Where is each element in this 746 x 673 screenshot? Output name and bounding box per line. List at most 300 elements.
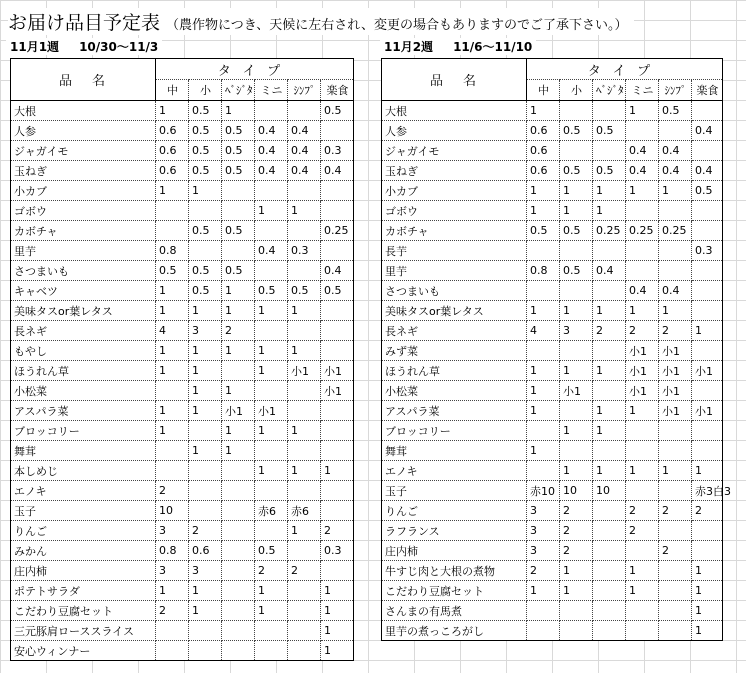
quantity-cell [222,621,255,641]
quantity-cell: 1 [527,381,560,401]
quantity-cell: 0.5 [189,281,222,301]
quantity-cell: 0.5 [560,121,593,141]
item-name: りんご [11,521,156,541]
item-name: 牛すじ肉と大根の煮物 [382,561,527,581]
item-name: ジャガイモ [382,141,527,161]
quantity-cell [321,501,354,521]
item-name: 大根 [11,101,156,121]
quantity-cell [593,441,626,461]
quantity-cell: 0.25 [321,221,354,241]
quantity-cell: 1 [222,341,255,361]
quantity-cell [692,221,723,241]
item-name: 美味タスor葉レタス [382,301,527,321]
quantity-cell: 3 [527,541,560,561]
quantity-cell [189,641,222,661]
quantity-cell [626,261,659,281]
quantity-cell [593,561,626,581]
quantity-cell: 1 [189,181,222,201]
quantity-cell [288,221,321,241]
quantity-cell: 1 [560,301,593,321]
quantity-cell: 2 [156,601,189,621]
quantity-cell: 1 [255,341,288,361]
quantity-cell: 1 [527,441,560,461]
quantity-cell: 10 [560,481,593,501]
table-row [382,321,723,341]
quantity-cell: 2 [626,521,659,541]
table-row [11,381,354,401]
quantity-cell [255,481,288,501]
quantity-cell: 1 [222,381,255,401]
quantity-cell: 0.5 [222,121,255,141]
item-name: 本しめじ [11,461,156,481]
week2-name: 11月2週 [384,40,434,54]
quantity-cell [593,581,626,601]
quantity-cell: 1 [527,581,560,601]
item-name: 美味タスor葉レタス [11,301,156,321]
quantity-cell [222,181,255,201]
quantity-cell: 1 [560,581,593,601]
column-header-3: ミニ [626,80,659,101]
quantity-cell [659,441,692,461]
quantity-cell [560,441,593,461]
quantity-cell: 4 [527,321,560,341]
quantity-cell: 1 [189,381,222,401]
quantity-cell: 2 [222,321,255,341]
quantity-cell [156,621,189,641]
quantity-cell [156,381,189,401]
quantity-cell [255,321,288,341]
quantity-cell: 0.4 [288,121,321,141]
quantity-cell: 1 [659,301,692,321]
quantity-cell: 1 [527,301,560,321]
item-name: りんご [382,501,527,521]
table-row [11,501,354,521]
quantity-cell: 1 [593,401,626,421]
quantity-cell: 0.4 [626,281,659,301]
table-row [11,621,354,641]
quantity-cell: 0.3 [692,241,723,261]
quantity-cell [692,381,723,401]
item-name: アスパラ菜 [11,401,156,421]
column-header-type: タイプ [156,59,354,80]
quantity-cell [255,521,288,541]
quantity-cell: 1 [156,181,189,201]
quantity-cell: 2 [189,521,222,541]
quantity-cell: 0.3 [321,141,354,161]
quantity-cell [189,621,222,641]
item-name: もやし [11,341,156,361]
quantity-cell: 0.4 [692,161,723,181]
item-name: ゴボウ [11,201,156,221]
quantity-cell [659,481,692,501]
quantity-cell: 0.4 [255,121,288,141]
quantity-cell: 1 [156,341,189,361]
quantity-cell [593,141,626,161]
table-row [11,541,354,561]
quantity-cell: 0.5 [560,221,593,241]
quantity-cell: 0.5 [593,161,626,181]
quantity-cell: 1 [626,301,659,321]
quantity-cell: 1 [321,601,354,621]
quantity-cell: 0.4 [255,161,288,181]
item-name: ほうれん草 [11,361,156,381]
table-row [382,421,723,441]
quantity-cell: 1 [189,341,222,361]
quantity-cell: 1 [255,201,288,221]
quantity-cell: 0.5 [560,261,593,281]
quantity-cell: 0.4 [321,161,354,181]
quantity-cell: 小1 [659,381,692,401]
quantity-cell: 3 [156,561,189,581]
quantity-cell [593,621,626,641]
quantity-cell: 1 [593,201,626,221]
column-header-5: 楽食 [692,80,723,101]
quantity-cell: 0.8 [156,541,189,561]
quantity-cell: 1 [255,361,288,381]
table-row [382,301,723,321]
quantity-cell: 2 [659,321,692,341]
quantity-cell [593,501,626,521]
table-row [382,381,723,401]
item-name: カボチャ [11,221,156,241]
column-header-name: 品名 [382,59,527,101]
table-row [11,141,354,161]
quantity-cell: 小1 [560,381,593,401]
quantity-cell: 0.4 [288,141,321,161]
week2-label [380,38,536,55]
table-row [11,461,354,481]
column-header-3: ミニ [255,80,288,101]
quantity-cell [222,521,255,541]
item-name: 人参 [11,121,156,141]
quantity-cell: 1 [626,461,659,481]
quantity-cell: 0.4 [321,261,354,281]
quantity-cell: 0.5 [189,101,222,121]
table-row [382,621,723,641]
table-row [11,261,354,281]
quantity-cell [593,101,626,121]
quantity-cell [659,621,692,641]
quantity-cell: 1 [692,561,723,581]
table-row [11,601,354,621]
quantity-cell: 2 [560,541,593,561]
table-row [382,461,723,481]
quantity-cell [288,601,321,621]
item-name: カボチャ [382,221,527,241]
quantity-cell [321,421,354,441]
quantity-cell [288,181,321,201]
quantity-cell: 1 [560,201,593,221]
item-name: みかん [11,541,156,561]
quantity-cell: 1 [527,101,560,121]
quantity-cell [659,421,692,441]
table-row [382,521,723,541]
item-name: こだわり豆腐セット [382,581,527,601]
quantity-cell [527,421,560,441]
title-row [8,8,634,35]
item-name: 小カブ [11,181,156,201]
quantity-cell [288,261,321,281]
table-row [11,341,354,361]
item-name: 大根 [382,101,527,121]
quantity-cell: 1 [626,101,659,121]
quantity-cell [189,241,222,261]
quantity-cell: 0.6 [189,541,222,561]
quantity-cell [692,141,723,161]
quantity-cell [321,321,354,341]
quantity-cell: 1 [560,461,593,481]
quantity-cell [560,601,593,621]
quantity-cell: 小1 [321,361,354,381]
item-name: さつまいも [382,281,527,301]
item-name: 庄内柿 [382,541,527,561]
table-row [382,141,723,161]
quantity-cell: 3 [527,501,560,521]
quantity-cell [255,641,288,661]
table-row [11,101,354,121]
quantity-cell [692,201,723,221]
week2-table [381,58,731,641]
quantity-cell: 0.6 [156,161,189,181]
quantity-cell: 0.5 [321,281,354,301]
quantity-cell: 0.25 [626,221,659,241]
quantity-cell [527,461,560,481]
quantity-cell [560,281,593,301]
quantity-cell: 0.5 [692,181,723,201]
quantity-cell: 0.5 [560,161,593,181]
header-row-type [382,59,723,80]
quantity-cell: 0.5 [189,141,222,161]
quantity-cell: 0.5 [593,121,626,141]
quantity-cell [626,621,659,641]
quantity-cell [692,281,723,301]
quantity-cell [156,641,189,661]
quantity-cell: 1 [527,201,560,221]
quantity-cell: 0.4 [626,161,659,181]
quantity-cell [222,641,255,661]
quantity-cell: 1 [626,181,659,201]
quantity-cell: 0.6 [527,141,560,161]
quantity-cell: 小1 [626,381,659,401]
item-name: キャベツ [11,281,156,301]
item-name: こだわり豆腐セット [11,601,156,621]
quantity-cell: 2 [593,321,626,341]
item-name: 舞茸 [382,441,527,461]
item-name: 舞茸 [11,441,156,461]
quantity-cell: 1 [593,181,626,201]
quantity-cell: 1 [593,461,626,481]
quantity-cell [255,261,288,281]
quantity-cell [560,401,593,421]
item-name: 里芋 [11,241,156,261]
quantity-cell [288,321,321,341]
quantity-cell [659,521,692,541]
column-header-4: ｼﾝﾌﾟ [659,80,692,101]
quantity-cell [560,621,593,641]
item-name: 小松菜 [382,381,527,401]
week1-name: 11月1週 [10,40,60,54]
item-name: ポテトサラダ [11,581,156,601]
table-row [382,401,723,421]
quantity-cell: 0.3 [288,241,321,261]
quantity-cell: 1 [288,201,321,221]
quantity-cell [156,441,189,461]
quantity-cell: 赤6 [288,501,321,521]
quantity-cell: 0.5 [222,161,255,181]
week1-label [6,38,162,55]
quantity-cell [527,601,560,621]
quantity-cell: 小1 [255,401,288,421]
quantity-cell [692,341,723,361]
quantity-cell: 1 [222,421,255,441]
quantity-cell [156,221,189,241]
quantity-cell: 2 [626,501,659,521]
disclaimer-note: （農作物につき、天候に左右され、変更の場合もありますのでご了承下さい。） [166,18,628,33]
quantity-cell [288,441,321,461]
quantity-cell [593,601,626,621]
table-row [11,561,354,581]
quantity-cell: 0.5 [222,261,255,281]
quantity-cell: 0.5 [156,261,189,281]
quantity-cell: 0.3 [321,541,354,561]
quantity-cell: 0.6 [156,141,189,161]
table-row [11,121,354,141]
quantity-cell [321,481,354,501]
quantity-cell [626,121,659,141]
item-name: 小カブ [382,181,527,201]
quantity-cell [659,121,692,141]
item-name: 人参 [382,121,527,141]
quantity-cell: 1 [626,401,659,421]
quantity-cell [288,581,321,601]
quantity-cell [321,301,354,321]
quantity-cell [321,241,354,261]
quantity-cell: 0.4 [659,281,692,301]
quantity-cell: 2 [321,521,354,541]
quantity-cell [692,541,723,561]
quantity-cell [255,621,288,641]
column-header-type: タイプ [527,59,723,80]
column-header-0: 中 [527,80,560,101]
quantity-cell: 0.5 [189,121,222,141]
quantity-cell: 0.5 [527,221,560,241]
quantity-cell [626,601,659,621]
quantity-cell: 3 [560,321,593,341]
quantity-cell: 1 [288,521,321,541]
quantity-cell: 1 [156,421,189,441]
quantity-cell: 2 [626,321,659,341]
quantity-cell: 1 [593,361,626,381]
item-name: 安心ウィンナー [11,641,156,661]
quantity-cell [659,581,692,601]
quantity-cell [321,401,354,421]
quantity-cell: 0.5 [189,221,222,241]
quantity-cell [692,421,723,441]
table-row [11,201,354,221]
table-row [382,441,723,461]
quantity-cell [189,481,222,501]
quantity-cell: 1 [560,361,593,381]
table-row [11,581,354,601]
item-name: エノキ [11,481,156,501]
quantity-cell [593,281,626,301]
quantity-cell: 小1 [288,361,321,381]
quantity-cell [659,201,692,221]
item-name: 小松菜 [11,381,156,401]
quantity-cell: 1 [255,421,288,441]
quantity-cell: 1 [156,101,189,121]
quantity-cell: 1 [255,581,288,601]
quantity-cell: 赤10 [527,481,560,501]
table-row [382,341,723,361]
table-row [11,401,354,421]
quantity-cell: 2 [659,541,692,561]
quantity-cell: 0.4 [626,141,659,161]
quantity-cell: 1 [692,601,723,621]
quantity-cell [222,541,255,561]
quantity-cell: 2 [659,501,692,521]
quantity-cell: 赤3白3 [692,481,723,501]
quantity-cell: 2 [560,501,593,521]
table-row [382,221,723,241]
quantity-cell [189,461,222,481]
quantity-cell: 小1 [659,401,692,421]
column-header-2: ﾍﾞｼﾞﾀ [593,80,626,101]
quantity-cell: 1 [560,421,593,441]
quantity-cell: 1 [527,401,560,421]
column-header-1: 小 [189,80,222,101]
quantity-cell: 1 [156,581,189,601]
quantity-cell: 0.4 [288,161,321,181]
table-row [382,241,723,261]
quantity-cell: 0.5 [222,141,255,161]
quantity-cell: 1 [189,401,222,421]
quantity-cell [626,481,659,501]
table-row [382,481,723,501]
quantity-cell [626,241,659,261]
quantity-cell: 2 [527,561,560,581]
quantity-cell [527,621,560,641]
quantity-cell: 0.6 [527,161,560,181]
quantity-cell [527,241,560,261]
table-row [11,281,354,301]
quantity-cell: 1 [156,301,189,321]
quantity-cell: 0.25 [659,221,692,241]
quantity-cell: 0.4 [255,241,288,261]
quantity-cell [659,261,692,281]
quantity-cell [222,501,255,521]
quantity-cell: 赤6 [255,501,288,521]
quantity-cell: 1 [156,361,189,381]
quantity-cell [659,241,692,261]
quantity-cell [255,441,288,461]
quantity-cell [321,441,354,461]
item-name: ほうれん草 [382,361,527,381]
table-row [382,361,723,381]
quantity-cell [321,341,354,361]
quantity-cell: 1 [626,561,659,581]
quantity-cell: 1 [626,581,659,601]
quantity-cell: 1 [222,101,255,121]
table-row [11,481,354,501]
quantity-cell [156,461,189,481]
table-row [11,301,354,321]
quantity-cell: 2 [560,521,593,541]
quantity-cell: 10 [593,481,626,501]
quantity-cell: 1 [527,361,560,381]
quantity-cell [222,481,255,501]
table-row [11,361,354,381]
